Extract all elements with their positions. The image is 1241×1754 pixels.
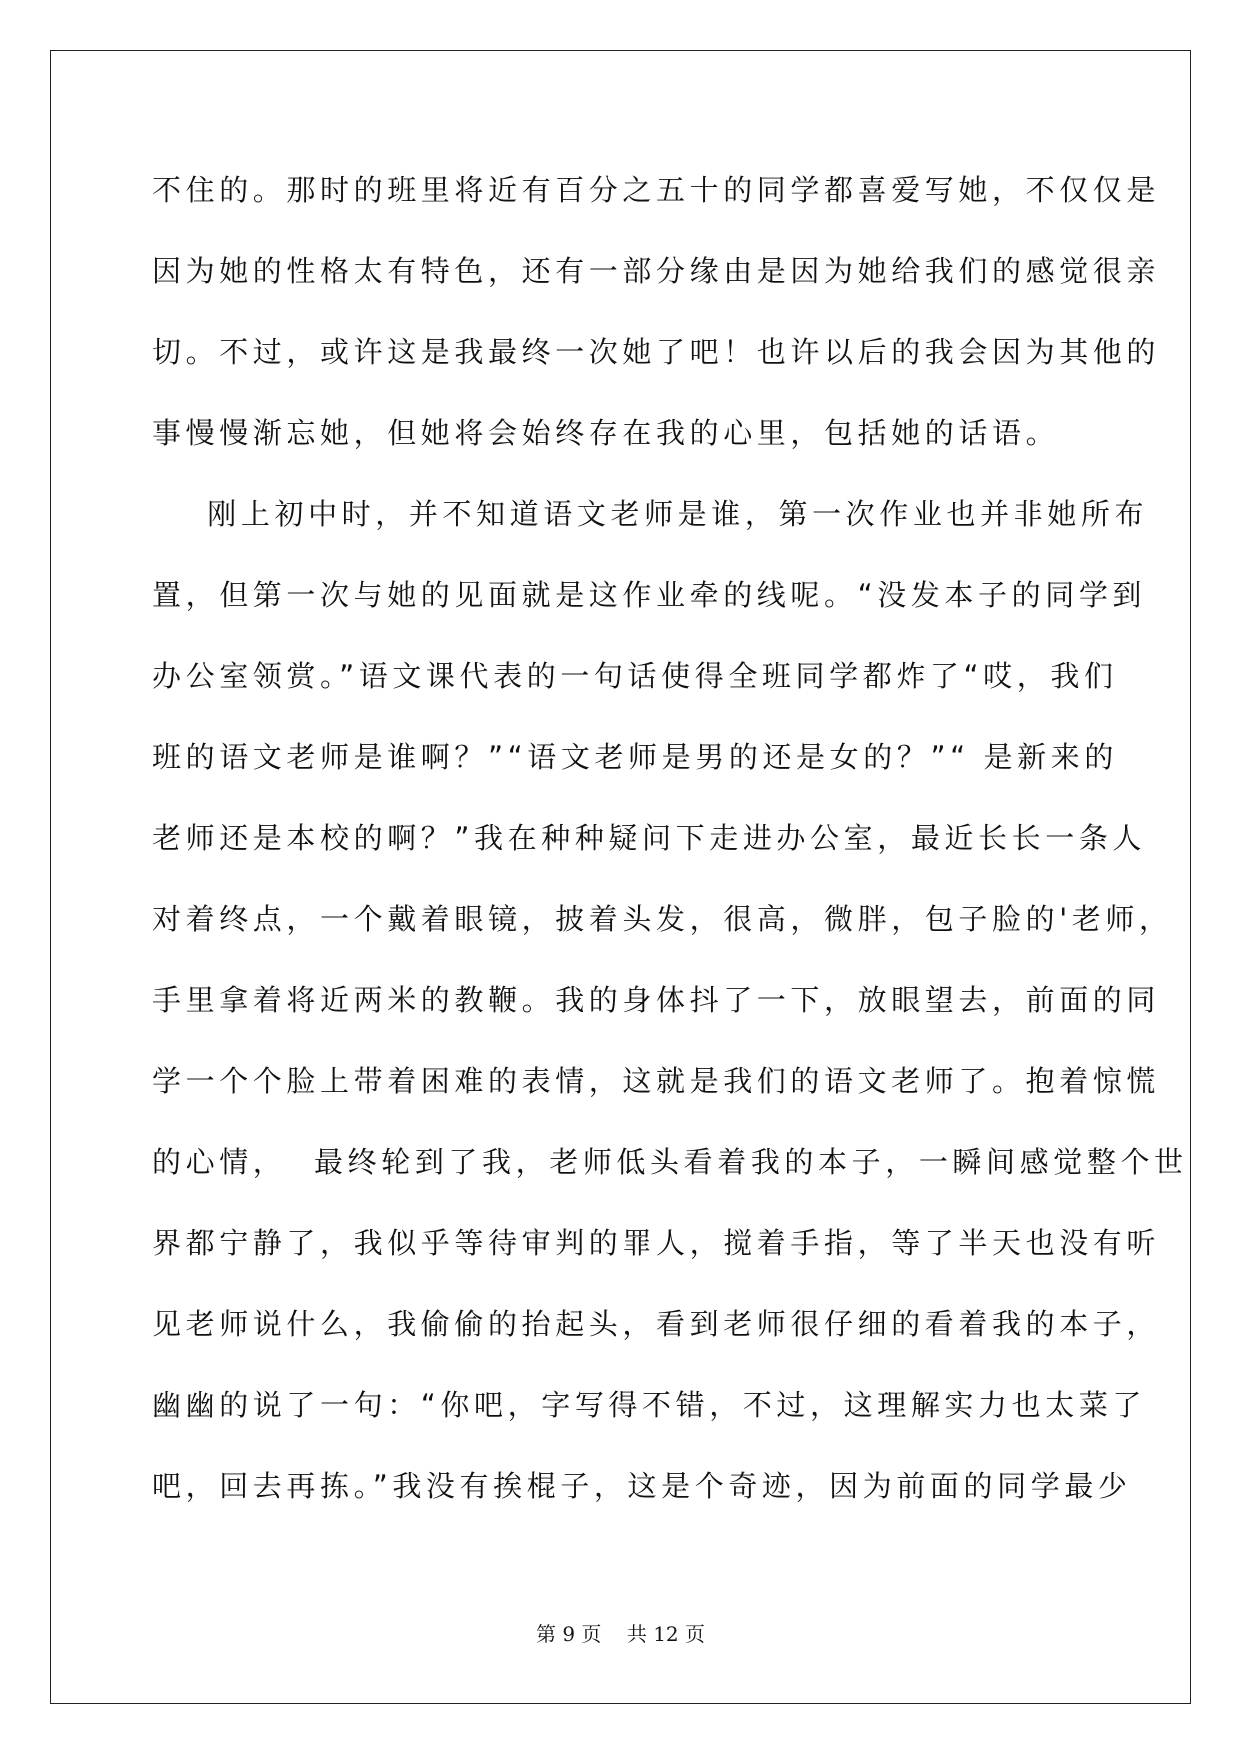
text-line: 学一个个脸上带着困难的表情，这就是我们的语文老师了。抱着惊慌 (152, 1064, 1161, 1098)
text-line: 不住的。那时的班里将近有百分之五十的同学都喜爱写她，不仅仅是 (152, 173, 1161, 207)
text-line: 置，但第一次与她的见面就是这作业牵的线呢。“没发本子的同学到 (152, 578, 1147, 612)
text-line: 因为她的性格太有特色，还有一部分缘由是因为她给我们的感觉很亲 (152, 254, 1161, 288)
text-line: 刚上初中时，并不知道语文老师是谁，第一次作业也并非她所布 (152, 497, 1149, 531)
text-line: 吧，回去再拣。”我没有挨棍子，这是个奇迹，因为前面的同学最少 (152, 1469, 1132, 1503)
text-line: 班的语文老师是谁啊？”“语文老师是男的还是女的？”“ 是新来的 (152, 740, 1118, 774)
page-number-footer: 第 9 页 共 12 页 (535, 1622, 706, 1646)
text-line: 事慢慢渐忘她，但她将会始终存在我的心里，包括她的话语。 (152, 416, 1060, 450)
text-line: 切。不过，或许这是我最终一次她了吧！也许以后的我会因为其他的 (152, 335, 1161, 369)
text-line: 办公室领赏。”语文课代表的一句话使得全班同学都炸了“哎，我们 (152, 659, 1118, 693)
text-line: 老师还是本校的啊？”我在种种疑问下走进办公室，最近长长一条人 (152, 821, 1147, 855)
text-line: 手里拿着将近两米的教鞭。我的身体抖了一下，放眼望去，前面的同 (152, 983, 1161, 1017)
text-line: 的心情， 最终轮到了我，老师低头看着我的本子，一瞬间感觉整个世 (152, 1145, 1188, 1179)
page-border (50, 50, 1191, 1704)
text-line: 幽幽的说了一句：“你吧，字写得不错，不过，这理解实力也太菜了 (152, 1388, 1147, 1422)
text-line: 界都宁静了，我似乎等待审判的罪人，搅着手指，等了半天也没有听 (152, 1226, 1161, 1260)
text-line: 对着终点，一个戴着眼镜，披着头发，很高，微胖，包子脸的'老师， (152, 902, 1173, 936)
text-line: 见老师说什么，我偷偷的抬起头，看到老师很仔细的看着我的本子， (152, 1307, 1161, 1341)
